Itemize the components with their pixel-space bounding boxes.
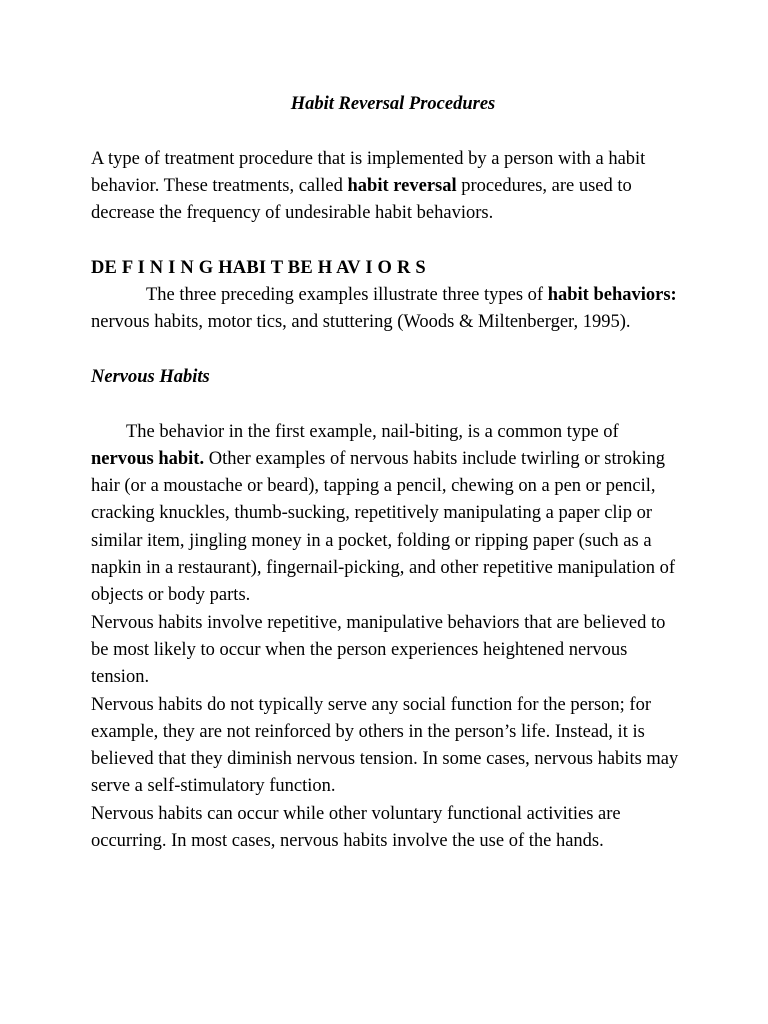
subheading-nervous-habits: Nervous Habits xyxy=(91,366,210,387)
intro-text-2: procedures, are used to decrease the frequency of undesirable habit behaviors. xyxy=(91,175,632,224)
spacer xyxy=(91,337,681,364)
intro-bold-term: habit reversal xyxy=(347,175,457,196)
intro-text-1: A type of treatment procedure that is implemented by a person with a habit behavior. These treatments, called xyxy=(91,148,646,196)
section-text-1: The three preceding examples illustrate three types of xyxy=(146,285,548,306)
nervous-paragraph-2: Nervous habits involve repetitive, manipulative behaviors that are believed to be most likely to occur when the person experiences heightened nervous tension. xyxy=(91,612,666,688)
nervous-bold-term: nervous habit. xyxy=(91,448,205,469)
section-paragraph xyxy=(91,282,681,337)
document-page xyxy=(91,91,681,855)
spacer xyxy=(91,118,681,145)
document-title: Habit Reversal Procedures xyxy=(290,94,496,114)
spacer xyxy=(91,227,681,254)
section-text-2: nervous habits, motor tics, and stuttering (Woods & Miltenberger, 1995). xyxy=(91,312,631,333)
nervous-paragraph-3: Nervous habits do not typically serve any social function for the person; for example, they are not reinforced by others in the person’s life. Instead, it is believed that they diminish nervous tension. In some cases, nervous habits may serve a self-stimulatory function. xyxy=(91,694,679,797)
nervous-text-2: Other examples of nervous habits include twirling or stroking hair (or a moustache or beard), tapping a pencil, chewing on a pen or pencil, cracking knuckles, thumb-sucking, repetitively manipulating a paper clip or similar item, jingling money in a pocket, folding or ripping paper (such as a napkin in a restaurant), fingernail-picking, and other repetitive manipulation of objects or body parts. xyxy=(91,448,676,606)
spacer xyxy=(91,391,681,418)
section-bold-term: habit behaviors: xyxy=(547,285,677,306)
nervous-paragraph-1 xyxy=(91,419,681,610)
section-heading: DE F I N I N G HABI T BE H AV I O R S xyxy=(91,257,426,278)
nervous-paragraph-4: Nervous habits can occur while other voluntary functional activities are occurring. In most cases, nervous habits involve the use of the hands. xyxy=(91,803,621,852)
intro-paragraph xyxy=(91,146,681,228)
nervous-text-1: The behavior in the first example, nail-biting, is a common type of xyxy=(126,421,619,442)
